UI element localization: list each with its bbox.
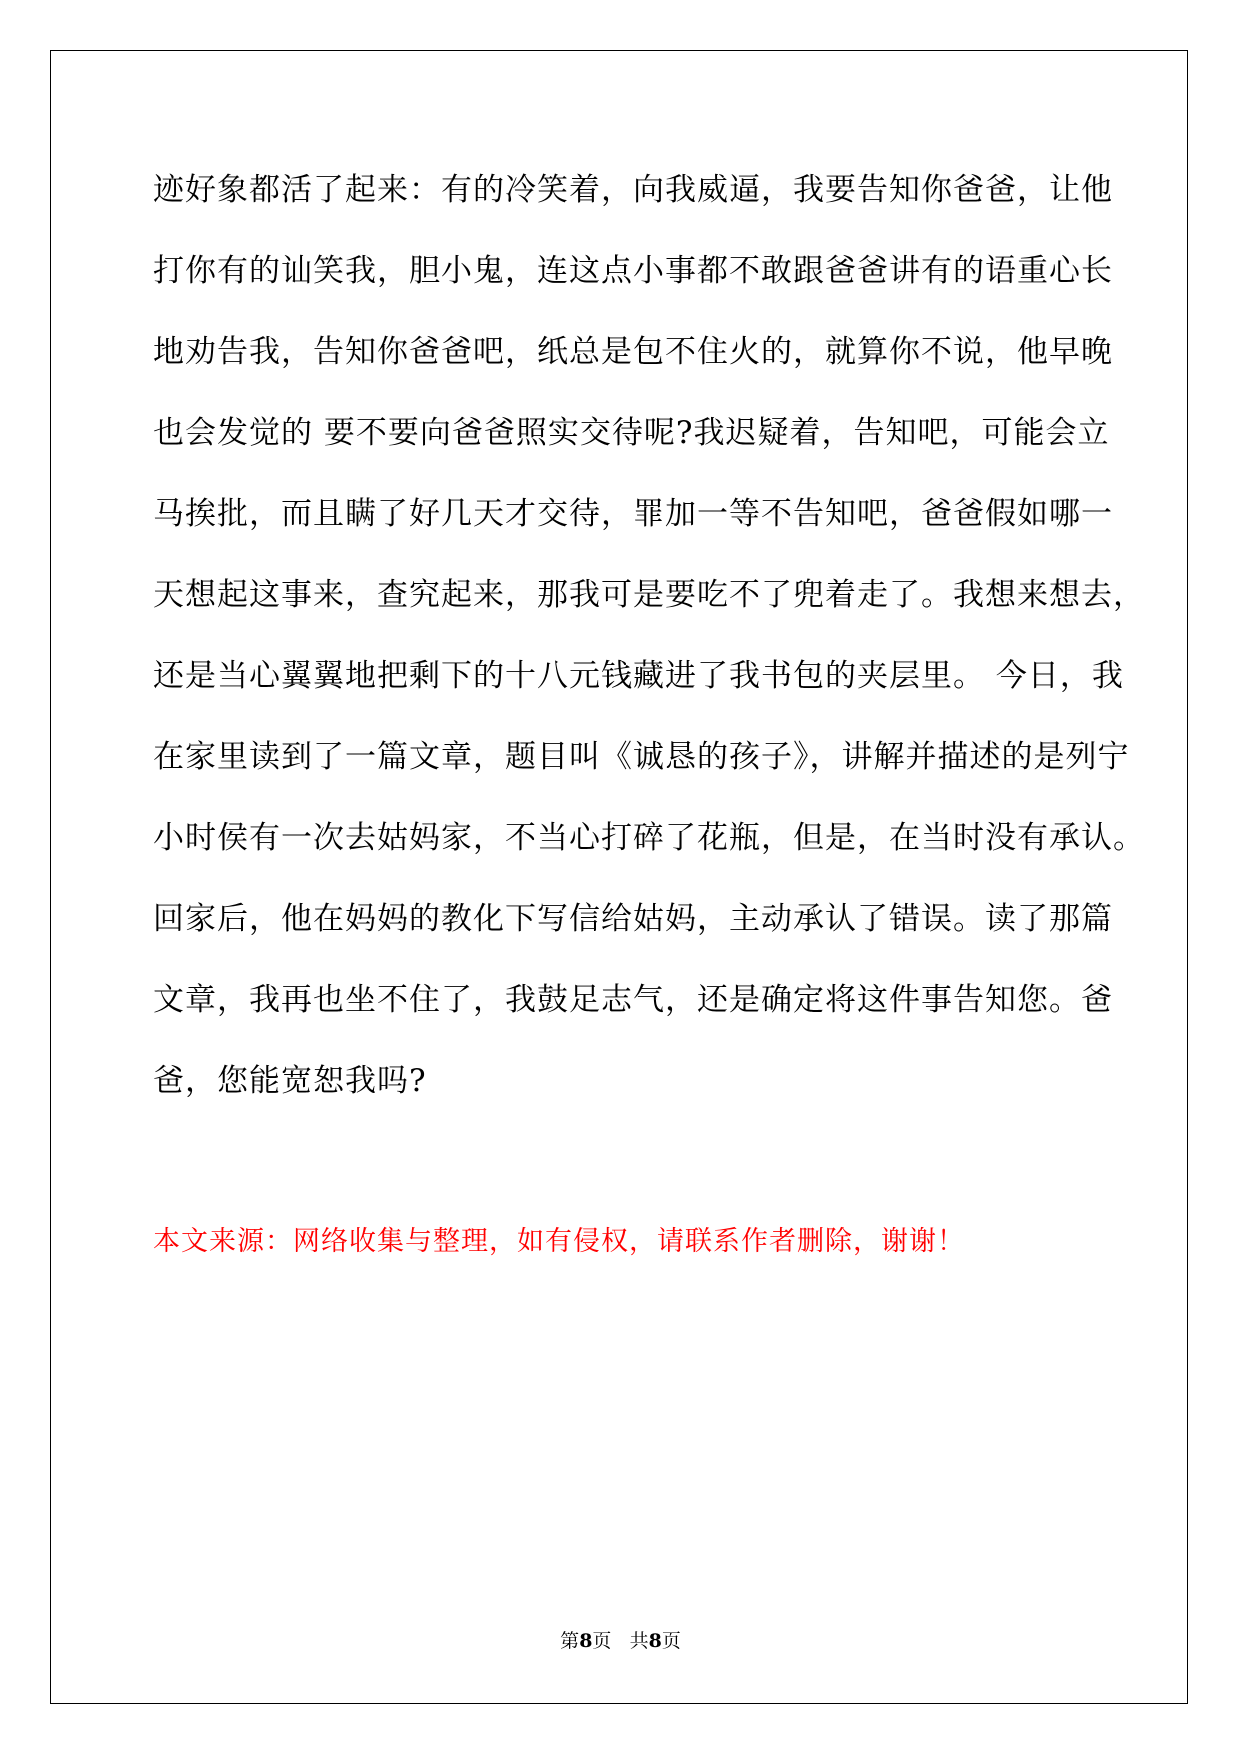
footer-prefix: 第	[560, 1630, 580, 1652]
body-line: 还是当心翼翼地把剩下的十八元钱藏进了我书包的夹层里。 今日，我	[153, 658, 1124, 694]
current-page-number: 8	[579, 1630, 593, 1652]
body-line: 打你有的讪笑我，胆小鬼，连这点小事都不敢跟爸爸讲有的语重心长	[153, 253, 1113, 289]
body-line: 也会发觉的 要不要向爸爸照实交待呢?我迟疑着，告知吧，可能会立	[153, 415, 1110, 451]
footer-page-word: 页	[592, 1630, 612, 1652]
body-line: 在家里读到了一篇文章，题目叫《诚恳的孩子》，讲解并描述的是列宁	[153, 739, 1130, 775]
body-line: 文章，我再也坐不住了，我鼓足志气，还是确定将这件事告知您。爸	[153, 982, 1113, 1018]
body-text	[153, 160, 1145, 1132]
body-line: 爸，您能宽恕我吗?	[153, 1063, 427, 1099]
body-line: 回家后，他在妈妈的教化下写信给姑妈，主动承认了错误。读了那篇	[153, 901, 1113, 937]
body-line: 迹好象都活了起来：有的冷笑着，向我威逼，我要告知你爸爸，让他	[153, 172, 1113, 208]
page-footer	[0, 1628, 1241, 1654]
source-note: 本文来源：网络收集与整理，如有侵权，请联系作者删除，谢谢！	[153, 1226, 965, 1257]
body-line: 天想起这事来，查究起来，那我可是要吃不了兜着走了。我想来想去，	[153, 577, 1145, 613]
total-page-count: 8	[648, 1630, 662, 1652]
footer-total-prefix: 共	[629, 1630, 649, 1652]
body-line: 马挨批，而且瞒了好几天才交待，罪加一等不告知吧，爸爸假如哪一	[153, 496, 1113, 532]
body-line: 地劝告我，告知你爸爸吧，纸总是包不住火的，就算你不说，他早晚	[153, 334, 1113, 370]
body-line: 小时侯有一次去姑妈家，不当心打碎了花瓶，但是，在当时没有承认。	[153, 820, 1145, 856]
footer-total-suffix: 页	[661, 1630, 681, 1652]
